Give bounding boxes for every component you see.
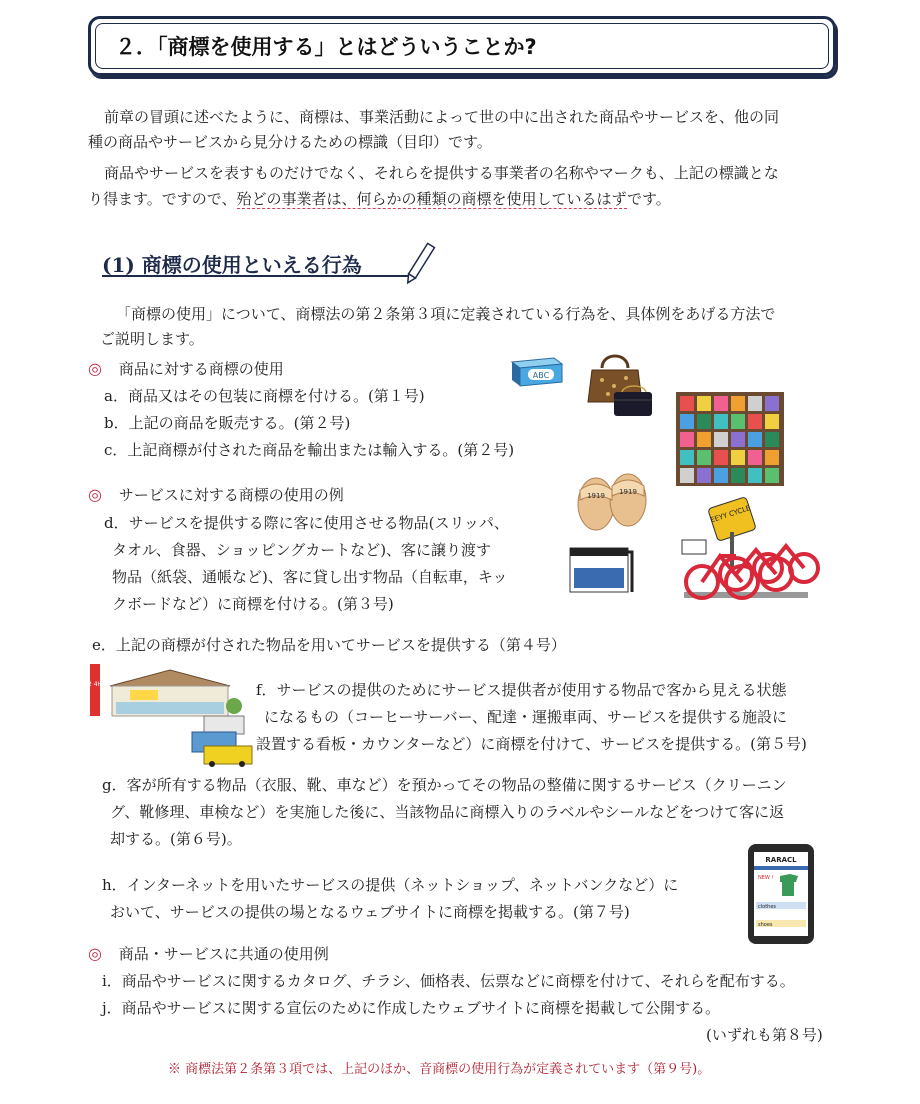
section-1-para-1: 「商標の使用」について、商標法の第２条第３項に定義されている行為を、具体例をあげる方法で xyxy=(116,305,776,323)
shelf-cell xyxy=(697,468,711,483)
shelf-cell xyxy=(765,468,779,483)
shelf-cell xyxy=(697,450,711,465)
goods-item-b: b．上記の商品を販売する。(第２号) xyxy=(104,414,351,432)
services-item-g-line3: 却する。(第６号)。 xyxy=(110,830,242,848)
shelf-cell xyxy=(697,396,711,411)
services-item-f-line2: になるもの（コーヒーサーバー、配達・運搬車両、サービスを提供する施設に xyxy=(264,708,788,726)
shelf-cell xyxy=(731,432,745,447)
shelf-cell xyxy=(714,414,728,429)
services-item-d-line4: クボードなど）に商標を付ける。(第３号) xyxy=(112,595,394,613)
shelf-cell xyxy=(765,414,779,429)
goods-heading: ◎ 商品に対する商標の使用 xyxy=(88,359,284,378)
double-circle-icon: ◎ xyxy=(88,485,102,504)
svg-text:EEYY CYCLE: EEYY CYCLE xyxy=(709,504,752,525)
convenience-store-illustration xyxy=(87,660,240,720)
shelf-cell xyxy=(680,468,694,483)
double-circle-icon: ◎ xyxy=(88,944,102,963)
common-item-i: i．商品やサービスに関するカタログ、チラシ、価格表、伝票などに商標を付けて、それらを配布する。 xyxy=(102,972,795,990)
handbag-illustration xyxy=(584,346,658,420)
intro-line-3: 商品やサービスを表すものだけでなく、それらを提供する事業者の名称やマークも、上記の標識とな xyxy=(104,164,779,182)
common-note: (いずれも第８号) xyxy=(706,1026,823,1044)
svg-text:clothes: clothes xyxy=(758,904,777,910)
goods-item-c: c．上記商標が付された商品を輸出または輸入する。(第２号) xyxy=(104,441,515,459)
shelf-cell xyxy=(748,432,762,447)
svg-text:RARACL: RARACL xyxy=(765,856,797,864)
shelf-cell xyxy=(697,432,711,447)
shelf-cell xyxy=(714,468,728,483)
bankbook-illustration xyxy=(566,546,636,596)
services-item-g-line2: グ、靴修理、車検など）を実施した後に、当該物品に商標入りのラベルやシールなどをつけて客に返 xyxy=(110,803,785,821)
shelf-cell xyxy=(748,468,762,483)
shelf-cell xyxy=(680,414,694,429)
intro-line-1: 前章の冒頭に述べたように、商標は、事業活動によって世の中に出された商品やサービスを、他の同 xyxy=(104,108,780,126)
goods-item-a: a．商品又はその包装に商標を付ける。(第１号) xyxy=(104,387,425,405)
shelf-cell xyxy=(680,432,694,447)
intro-emphasis: 殆どの事業者は、何らかの種類の商標を使用しているはず xyxy=(236,190,627,208)
svg-text:1919: 1919 xyxy=(619,488,637,496)
shelf-cell xyxy=(748,450,762,465)
shelf-cell xyxy=(731,468,745,483)
common-item-j: j．商品やサービスに関する宣伝のために作成したウェブサイトに商標を掲載して公開する。 xyxy=(102,999,721,1017)
services-item-h-line1: h．インターネットを用いたサービスの提供（ネットショップ、ネットバンクなど）に xyxy=(102,876,679,894)
shelf-cell xyxy=(731,450,745,465)
shelf-cell xyxy=(731,414,745,429)
rental-bicycles-illustration xyxy=(676,496,820,624)
section-1-para-2: ご説明します。 xyxy=(100,330,204,348)
intro-line-4: り得ます。ですので、殆どの事業者は、何らかの種類の商標を使用しているはずです。 xyxy=(88,190,671,208)
product-box-illustration xyxy=(508,354,564,388)
shelf-cell xyxy=(765,450,779,465)
intro-line-2: 種の商品やサービスから見分けるための標識（目印）です。 xyxy=(88,133,492,151)
services-item-d-line1: d．サービスを提供する際に客に使用させる物品(スリッパ、 xyxy=(104,514,509,532)
section-underline-pencil-icon xyxy=(100,240,440,282)
smartphone-website-illustration xyxy=(746,842,816,946)
services-item-f-line1: f．サービスの提供のためにサービス提供者が使用する物品で客から見える状態 xyxy=(256,681,787,699)
svg-text:ABC: ABC xyxy=(532,371,550,380)
services-item-h-line2: おいて、サービスの提供の場となるウェブサイトに商標を掲載する。(第７号) xyxy=(110,903,630,921)
shelf-cell xyxy=(748,414,762,429)
svg-text:2 4H: 2 4H xyxy=(87,681,103,688)
shelf-cell xyxy=(680,450,694,465)
section-1-title: (1) 商標の使用といえる行為 xyxy=(102,253,362,277)
chapter-title-box xyxy=(88,16,836,76)
shelf-cell xyxy=(765,432,779,447)
services-item-d-line2: タオル、食器、ショッピングカートなど)、客に譲り渡す xyxy=(112,541,492,559)
common-heading: ◎ 商品・サービスに共通の使用例 xyxy=(88,944,329,963)
delivery-trucks-illustration xyxy=(190,716,254,766)
shelf-cell xyxy=(714,450,728,465)
svg-text:NEW !: NEW ! xyxy=(758,875,774,881)
chapter-title: ２．「商標を使用する」とはどういうことか? xyxy=(115,35,537,59)
shelf-cell xyxy=(731,396,745,411)
services-heading: ◎ サービスに対する商標の使用の例 xyxy=(88,485,344,504)
shelf-cell xyxy=(748,396,762,411)
shelf-cell xyxy=(697,414,711,429)
footnote: ※ 商標法第２条第３項では、上記のほか、音商標の使用行為が定義されています（第９号)。 xyxy=(168,1062,711,1077)
services-item-e: e．上記の商標が付された物品を用いてサービスを提供する（第４号） xyxy=(92,636,566,654)
svg-text:1919: 1919 xyxy=(587,492,605,500)
services-item-d-line3: 物品（紙袋、通帳など)、客に貸し出す物品（自転車，キッ xyxy=(112,568,508,586)
shelf-cell xyxy=(714,432,728,447)
svg-text:shoes: shoes xyxy=(758,922,773,928)
shelf-cell xyxy=(680,396,694,411)
shelf-cell xyxy=(765,396,779,411)
slippers-illustration xyxy=(572,470,652,532)
services-item-g-line1: g．客が所有する物品（衣服、靴、車など）を預かってその物品の整備に関するサービス（クリーニン xyxy=(102,776,787,794)
shelf-cell xyxy=(714,396,728,411)
double-circle-icon: ◎ xyxy=(88,359,102,378)
clothing-shelf-illustration xyxy=(676,392,784,486)
services-item-f-line3: 設置する看板・カウンターなど）に商標を付けて、サービスを提供する。(第５号) xyxy=(256,735,807,753)
